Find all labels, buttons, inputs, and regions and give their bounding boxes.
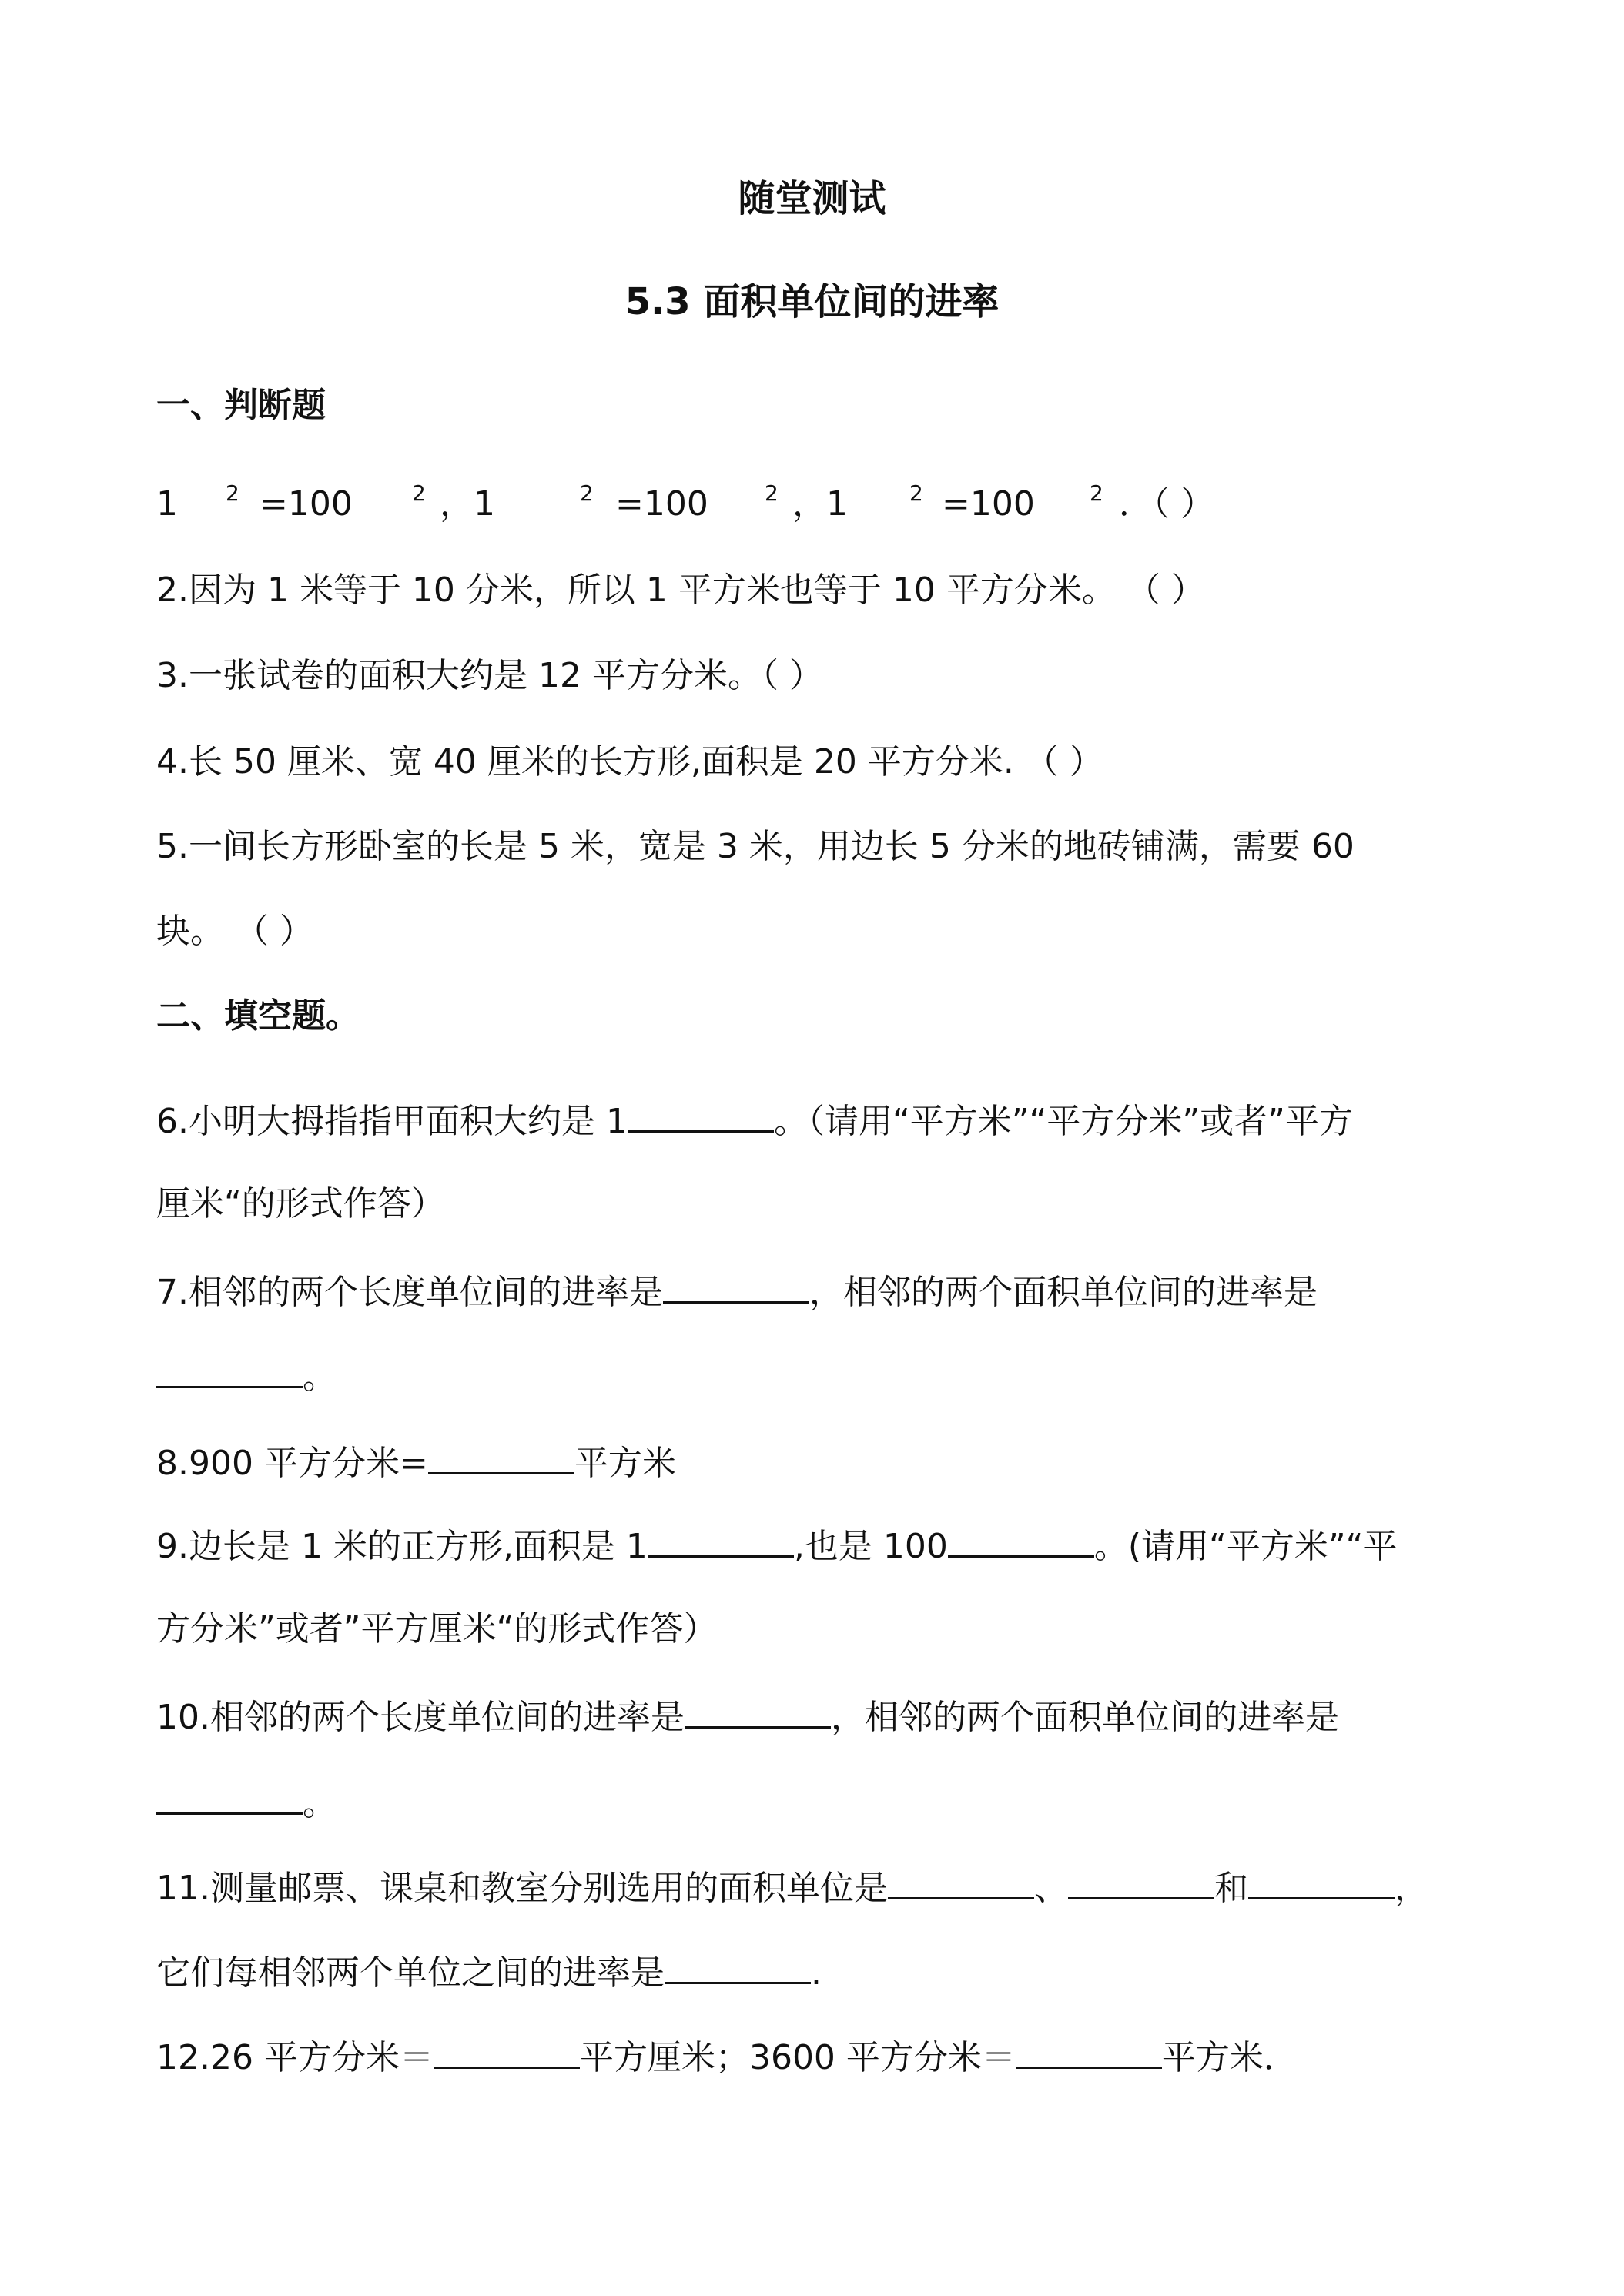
question-9-line-1: [156, 1521, 1481, 1570]
q11-text: 它们每相邻两个单位之间的进率是: [156, 1953, 665, 1993]
q7-text: ，相邻的两个面积单位间的进率是: [809, 1273, 1318, 1312]
q11-text: 11.测量邮票、课桌和教室分别选用的面积单位是: [156, 1869, 888, 1908]
q1-value: =100: [260, 484, 353, 524]
question-1: [156, 481, 1481, 527]
question-9-line-2: 方分米”或者”平方厘米“的形式作答）: [156, 1609, 718, 1648]
answer-blank[interactable]: [628, 1096, 774, 1133]
q11-text: ，: [1394, 1869, 1428, 1908]
section-heading-judgement: 一、判断题: [156, 386, 326, 425]
question-8: [156, 1438, 1481, 1487]
q8-text: 平方米: [574, 1444, 676, 1483]
answer-blank[interactable]: [665, 1948, 811, 1984]
question-10-line-2: [156, 1779, 1481, 1827]
q1-superscript: 2: [226, 480, 239, 506]
q9-text: 。(请用“平方米”“平: [1093, 1527, 1398, 1566]
q12-text: 平方厘米；3600 平方分米＝: [579, 2038, 1016, 2077]
q11-text: 和: [1214, 1869, 1248, 1908]
answer-blank[interactable]: [1248, 1863, 1395, 1899]
q8-text: 8.900 平方分米=: [156, 1444, 428, 1483]
q6-text: 6.小明大拇指指甲面积大约是 1: [156, 1102, 628, 1141]
question-6-line-1: [156, 1096, 1481, 1145]
q1-number: 1: [156, 484, 178, 524]
answer-blank[interactable]: [1016, 2033, 1162, 2069]
q12-text: 平方米．: [1161, 2038, 1298, 2077]
answer-blank[interactable]: [948, 1521, 1094, 1558]
q1-superscript: 2: [580, 480, 594, 506]
answer-blank[interactable]: [685, 1692, 831, 1729]
answer-blank[interactable]: [156, 1352, 303, 1388]
question-5-line-2: 块。 （ ）: [156, 912, 313, 951]
q10-text: 。: [303, 1784, 337, 1823]
page-title: 随堂测试: [738, 177, 886, 220]
question-2: 2.因为 1 米等于 10 分米，所以 1 平方米也等于 10 平方分米。 （ ）: [156, 571, 1205, 610]
q9-text: 9.边长是 1 米的正方形,面积是 1: [156, 1527, 648, 1566]
q1-superscript: 2: [909, 480, 923, 506]
q10-text: ，相邻的两个面积单位间的进率是: [830, 1698, 1339, 1737]
q1-separator: ，1: [792, 484, 848, 524]
question-4: 4.长 50 厘米、宽 40 厘米的长方形,面积是 20 平方分米. （ ）: [156, 742, 1103, 782]
q11-text: 、: [1033, 1869, 1068, 1908]
q1-superscript: 2: [1090, 480, 1103, 506]
q10-text: 10.相邻的两个长度单位间的进率是: [156, 1698, 685, 1737]
q1-superscript: 2: [765, 480, 779, 506]
question-7-line-1: [156, 1267, 1481, 1316]
q1-value: =100: [942, 484, 1035, 524]
answer-blank[interactable]: [434, 2033, 580, 2069]
q7-text: 。: [303, 1357, 337, 1397]
question-10-line-1: [156, 1692, 1481, 1741]
page-subtitle: 5.3 面积单位间的进率: [624, 280, 1000, 323]
q11-text: .: [811, 1953, 822, 1993]
question-6-line-2: 厘米“的形式作答）: [156, 1184, 445, 1223]
answer-blank[interactable]: [888, 1863, 1034, 1899]
answer-blank[interactable]: [1068, 1863, 1214, 1899]
q6-text: 。（请用“平方米”“平方分米”或者”平方: [773, 1102, 1353, 1141]
answer-blank[interactable]: [648, 1521, 794, 1558]
q7-text: 7.相邻的两个长度单位间的进率是: [156, 1273, 663, 1312]
q1-value: =100: [615, 484, 708, 524]
question-7-line-2: [156, 1352, 1481, 1401]
q9-text: ,也是 100: [793, 1527, 948, 1566]
answer-blank[interactable]: [663, 1267, 809, 1304]
q1-answer-bracket: ．（ ）: [1119, 484, 1214, 524]
answer-blank[interactable]: [156, 1779, 303, 1815]
question-11-line-2: [156, 1948, 1481, 1996]
question-3: 3.一张试卷的面积大约是 12 平方分米。（ ）: [156, 656, 823, 695]
q12-text: 12.26 平方分米＝: [156, 2038, 434, 2077]
question-11-line-1: [156, 1863, 1481, 1912]
q1-superscript: 2: [412, 480, 426, 506]
section-heading-fill-blank: 二、填空题。: [156, 996, 360, 1036]
q1-separator: ，1: [440, 484, 495, 524]
question-5-line-1: 5.一间长方形卧室的长是 5 米，宽是 3 米，用边长 5 分米的地砖铺满，需要 60: [156, 827, 1354, 866]
question-12: [156, 2033, 1481, 2081]
answer-blank[interactable]: [428, 1438, 574, 1474]
